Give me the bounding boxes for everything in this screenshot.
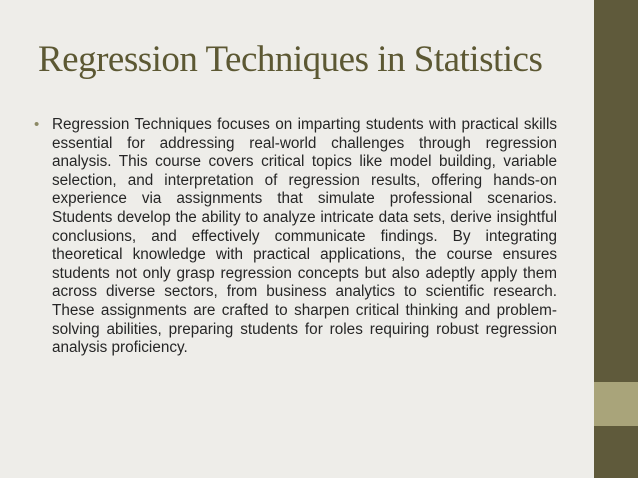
bullet-list xyxy=(34,116,557,358)
slide-title: Regression Techniques in Statistics xyxy=(38,39,543,80)
decorative-sidebar-accent xyxy=(594,382,638,426)
bullet-item xyxy=(34,116,557,358)
bullet-text: Regression Techniques focuses on imparting students with practical skills essential for addressing real-world challenges through regression analysis. This course covers critical topics like model building, variable selection, and interpretation of regression results, offering hands-on experience via assignments that simulate professional scenarios. Students develop the ability to analyze intricate data sets, derive insightful conclusions, and effectively communicate findings. By integrating theoretical knowledge with practical applications, the course ensures students not only grasp regression concepts but also adeptly apply them across diverse sectors, from business analytics to scientific research. These assignments are crafted to sharpen critical thinking and problem-solving abilities, preparing students for roles requiring robust regression analysis proficiency. xyxy=(52,116,557,357)
bullet-icon: • xyxy=(34,116,40,133)
